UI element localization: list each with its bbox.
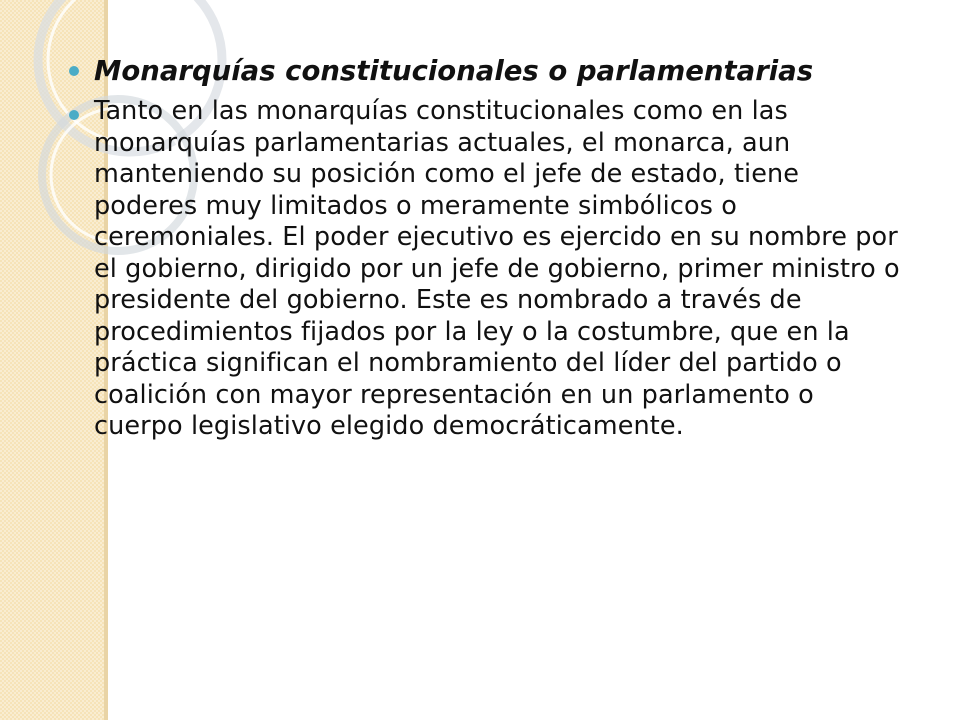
slide-content [60, 52, 900, 449]
bullet-dot-icon [69, 110, 79, 120]
slide-heading: Monarquías constitucionales o parlamentarias [94, 55, 814, 87]
bullet-item-heading [60, 52, 900, 90]
bullet-item-body [60, 96, 900, 443]
slide-body-paragraph: Tanto en las monarquías constitucionales como en las monarquías parlamentarias actuales, el monarca, aun manteniendo su posición como el jefe de estado, tiene poderes muy limitados o meramente simbólicos o ceremoniales. El poder ejecutivo es ejercido en su nombre por el gobierno, dirigido por un jefe de gobierno, primer ministro o presidente del gobierno. Este es nombrado a través de procedimientos fijados por la ley o la costumbre, que en la práctica significan el nombramiento del líder del partido o coalición con mayor representación en un parlamento o cuerpo legislativo elegido democráticamente. [94, 96, 900, 441]
bullet-dot-icon [69, 66, 79, 76]
